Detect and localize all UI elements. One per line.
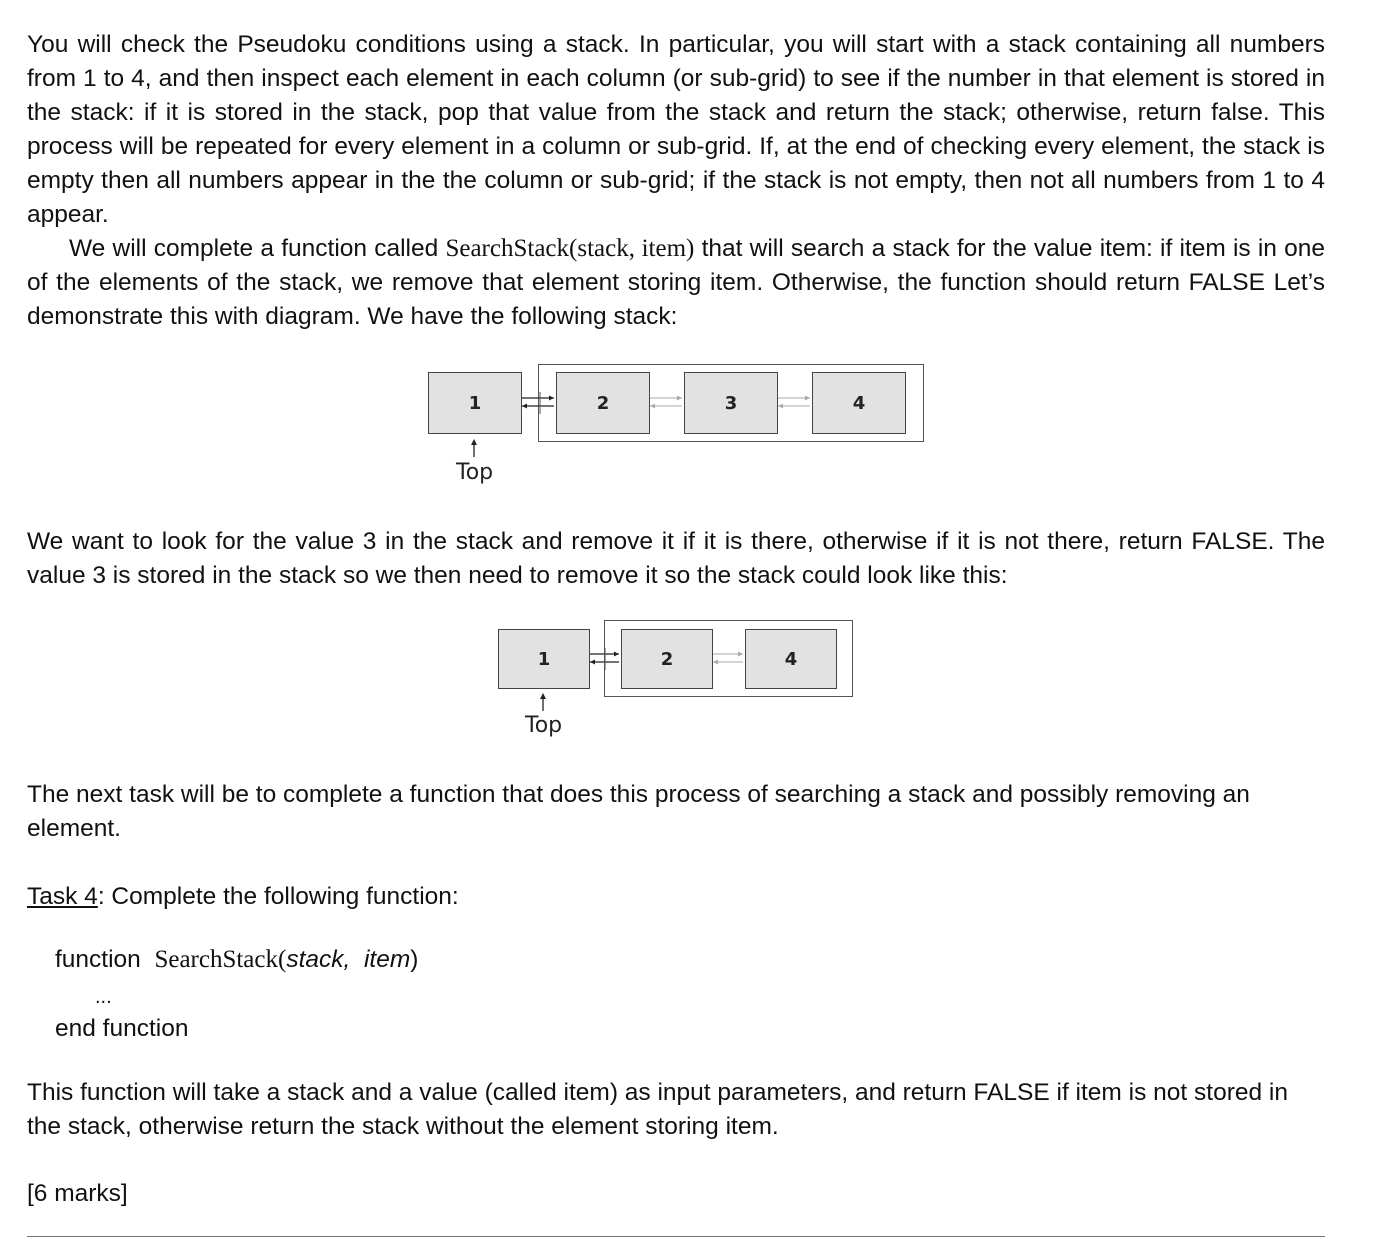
code-ellipsis: ...: [95, 986, 112, 1008]
closing-paragraph: This function will take a stack and a value (called item) as input parameters, and return FALSE if item is not stored in the stack, otherwise return the stack without the element storing item.: [27, 1079, 1288, 1140]
stack-node: 2: [621, 629, 713, 689]
up-arrow-icon: [468, 438, 480, 458]
code-function-name: SearchStack(: [154, 946, 287, 973]
code-keyword: function: [55, 946, 141, 973]
link-arrows-icon: [588, 648, 621, 670]
next-task-paragraph: The next task will be to complete a function that does this process of searching a stack and possibly removing an element.: [27, 781, 1250, 842]
task-heading: [27, 880, 459, 914]
link-arrows-icon: [520, 392, 556, 414]
stack-node: 1: [428, 372, 522, 434]
desc-text-b: that will search a stack for the value item: if item is in one of the elements of the stack, we remove that element storing item. Otherwise, the function should return FALSE Let’s demonstrate this with diagram. We have the following stack:: [27, 235, 1326, 330]
code-param-item: item: [363, 946, 411, 973]
stack-node: 1: [498, 629, 590, 689]
stack-node: 2: [556, 372, 650, 434]
function-signature-inline: SearchStack(stack, item): [445, 235, 695, 262]
marks-label: [6 marks]: [27, 1180, 128, 1207]
document-body: [27, 28, 1325, 334]
link-arrows-icon: [776, 392, 812, 414]
code-end-line: end function: [55, 1015, 189, 1042]
stack-node: 4: [812, 372, 906, 434]
code-close-paren: ): [410, 946, 419, 973]
search-example-paragraph: We want to look for the value 3 in the stack and remove it if it is there, otherwise if it is not there, return FALSE. The value 3 is stored in the stack so we then need to remove it so the stack could look like this:: [27, 528, 1325, 589]
task-label: Task 4: [27, 883, 98, 910]
intro-paragraph: You will check the Pseudoku conditions using a stack. In particular, you will start with a stack containing all numbers from 1 to 4, and then inspect each element in each column (or sub-grid) to see if the number in that element is stored in the stack: if it is stored in the stack, pop that value from the stack and return the stack; otherwise, return false. This process will be repeated for every element in a column or sub-grid. If, at the end of checking every element, the stack is empty then all numbers appear in the the column or sub-grid; if the stack is not empty, then not all numbers from 1 to 4 appear.: [27, 31, 1325, 228]
bottom-divider: [27, 1236, 1325, 1237]
code-signature-line: [55, 943, 418, 977]
link-arrows-icon: [648, 392, 684, 414]
code-param-stack: stack,: [286, 946, 351, 973]
desc-text-a: We will complete a function called: [69, 235, 446, 262]
top-label: Top: [456, 460, 494, 485]
link-arrows-icon: [711, 648, 745, 670]
stack-node: 4: [745, 629, 837, 689]
up-arrow-icon: [537, 692, 549, 712]
task-instruction: : Complete the following function:: [97, 883, 459, 910]
function-description-paragraph: [27, 232, 1325, 334]
top-label: Top: [525, 713, 563, 738]
stack-node: 3: [684, 372, 778, 434]
